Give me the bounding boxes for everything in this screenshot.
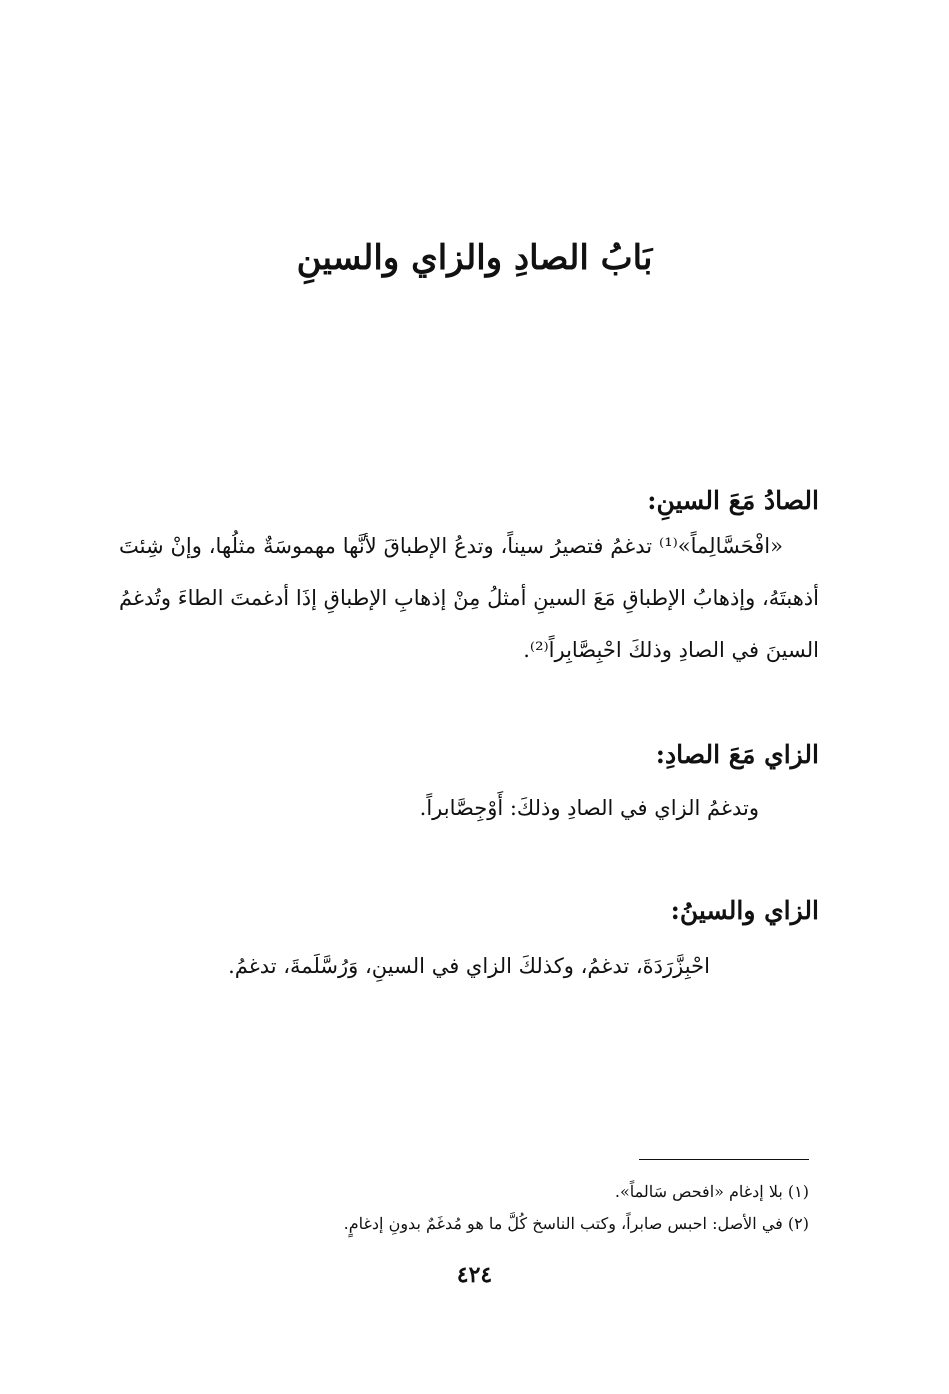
section-heading: الزاي مَعَ الصادِ: (655, 740, 819, 769)
footnote-divider (639, 1159, 809, 1160)
footnotes (129, 1176, 809, 1240)
footnote-2: (٢) في الأصل: احبس صابراً، وكتب الناسخ كُلَّ ما هو مُدغَمٌ بدونِ إدغامٍ. (343, 1214, 809, 1233)
page-number: ٤٢٤ (456, 1262, 493, 1288)
section-paragraph: احْبِزَّرَدَةَ، تدغمُ، وكذلكَ الزاي في السينِ، وَرُسَّلَمةَ، تدغمُ. (228, 954, 710, 978)
section-paragraph: وتدغمُ الزاي في الصادِ وذلكَ: أَوْجِصَّابراً. (419, 796, 759, 820)
section-zay-and-sin (119, 896, 819, 992)
section-sad-with-sin (119, 486, 819, 676)
section-heading: الصادُ مَعَ السينِ: (647, 486, 819, 515)
chapter-title: بَابُ الصادِ والزاي والسينِ (296, 238, 653, 278)
footnote-1: (١) بلا إدغام «افحص سَالماً». (614, 1182, 809, 1201)
section-zay-with-sad (119, 740, 819, 834)
section-heading: الزاي والسينُ: (670, 896, 819, 925)
section-paragraph: «افْحَسَّالِماً»⁽¹⁾ تدغمُ فتصيرُ سيناً، وتدعُ الإطباقَ لأنَّها مهموسَةٌ مثلُها، وإنْ شِئتَ أذهبتَهُ، وإذهابُ الإطباقِ مَعَ السينِ أمثلُ مِنْ إذهابِ الإطباقِ إذَا أدغمتَ الطاءَ وتُدغمُ السينَ في الصادِ وذلكَ احْبِصَّابِراً⁽²⁾. (119, 534, 819, 662)
